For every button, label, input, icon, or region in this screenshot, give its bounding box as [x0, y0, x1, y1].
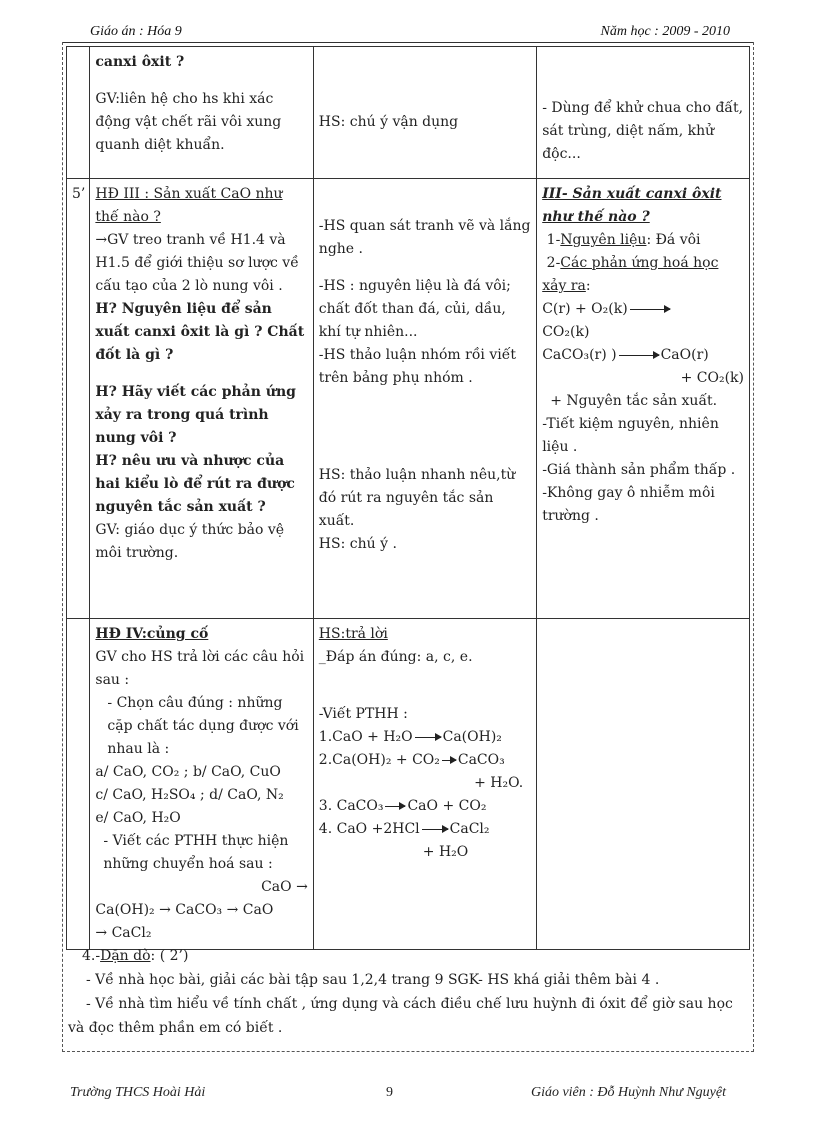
student-text: _Đáp án đúng: a, c, e. — [318, 649, 473, 665]
student-text: HS: chú ý . — [318, 536, 397, 552]
activity-title: HĐ III : Sản xuất CaO như thế nào ? — [95, 186, 283, 225]
reactants: C(r) + O₂(k) — [542, 301, 628, 317]
teacher-text: GV: giáo dục ý thức bảo vệ môi trường. — [95, 522, 285, 561]
student-text: -Viết PTHH : — [318, 706, 408, 722]
teacher-text: - Chọn câu đúng : những cặp chất tác dụng được với nhau là : — [107, 695, 299, 757]
table-row — [67, 47, 750, 179]
equation-left: 1.CaO + H₂O — [318, 729, 413, 745]
answer-option: a/ CaO, CO₂ ; b/ CaO, CuO — [95, 764, 281, 780]
teacher-activity-cell — [90, 179, 313, 619]
footer-school: Trường THCS Hoài Hải — [70, 1085, 206, 1100]
item-label: Các phản ứng hoá học xảy ra — [542, 255, 719, 294]
equation-line: + H₂O — [422, 844, 469, 860]
time-cell — [67, 619, 90, 950]
content-cell — [537, 179, 750, 619]
equation-right: Ca(OH)₂ — [442, 729, 502, 745]
footer-teacher: Giáo viên : Đỗ Huỳnh Như Nguyệt — [530, 1085, 726, 1100]
content-item: -Giá thành sản phẩm thấp . — [542, 462, 736, 478]
content-cell — [537, 619, 750, 950]
equation-right: CaO + CO₂ — [407, 798, 487, 814]
homework-line: - Về nhà học bài, giải các bài tập sau 1,2,4 trang 9 SGK- HS khá giải thêm bài 4 . — [86, 972, 660, 988]
header-school-year: Năm học : 2009 - 2010 — [600, 24, 730, 39]
item-number: 1- — [546, 232, 561, 248]
content-item — [542, 229, 744, 252]
content-item: -Không gay ô nhiễm môi trường . — [542, 485, 715, 524]
teacher-activity-cell — [90, 47, 313, 179]
content-cell — [537, 47, 750, 179]
item-label: Nguyên liệu — [560, 232, 647, 248]
equation-line — [319, 818, 531, 841]
student-title: HS:trả lời — [318, 626, 388, 642]
teacher-text: - Viết các PTHH thực hiện những chuyển hoá sau : — [103, 833, 289, 872]
equation-left: 2.Ca(OH)₂ + CO₂ — [318, 752, 440, 768]
time-cell — [67, 47, 90, 179]
item-number: 2- — [546, 255, 561, 271]
student-activity-cell — [313, 47, 536, 179]
homework-line: - Về nhà tìm hiểu về tính chất , ứng dụng và cách điều chế lưu huỳnh đi óxit để giờ sau học và đọc thêm phần em có biết . — [68, 996, 733, 1036]
reaction-arrow-icon — [442, 760, 456, 761]
transformation-chain: Ca(OH)₂ → CaCO₃ → CaO — [95, 902, 274, 918]
products: CaO(r) — [660, 347, 709, 363]
reaction-arrow-icon — [385, 806, 405, 807]
equation-left: 4. CaO +2HCl — [318, 821, 420, 837]
teacher-text: GV cho HS trả lời các câu hỏi sau : — [95, 649, 305, 688]
equation-line: + H₂O. — [474, 775, 524, 791]
reaction-arrow-icon — [422, 829, 448, 830]
transformation-chain: CaO → — [261, 879, 308, 895]
student-text: HS: thảo luận nhanh nêu,từ đó rút ra nguyên tắc sản xuất. — [318, 467, 516, 529]
teacher-note: GV:liên hệ cho hs khi xác động vật chết rãi vôi xung quanh diệt khuẩn. — [95, 91, 282, 153]
table-row — [67, 619, 750, 950]
answer-option: e/ CaO, H₂O — [95, 810, 181, 826]
student-activity-cell — [313, 179, 536, 619]
teacher-question: H? Hãy viết các phản ứng xảy ra trong quá trình nung vôi ? — [95, 384, 296, 446]
reaction-line — [542, 298, 744, 321]
lesson-table — [66, 46, 750, 950]
equation-line — [319, 726, 531, 749]
reaction-arrow-icon — [619, 355, 659, 356]
reaction-arrow-icon — [630, 309, 670, 310]
page-number: 9 — [386, 1085, 393, 1100]
homework-number: 4.- — [82, 948, 101, 964]
answer-option: c/ CaO, H₂SO₄ ; d/ CaO, N₂ — [95, 787, 284, 803]
homework-section — [68, 944, 748, 1040]
transformation-chain: → CaCl₂ — [95, 925, 152, 941]
student-note: HS: chú ý vận dụng — [318, 114, 459, 130]
equation-line — [319, 749, 531, 772]
reaction-arrow-icon — [415, 737, 441, 738]
activity-title: HĐ IV:củng cố — [95, 626, 209, 642]
teacher-question: H? nêu ưu và nhược của hai kiểu lò để rút ra được nguyên tắc sản xuất ? — [95, 453, 295, 515]
reaction-line — [542, 344, 744, 367]
student-text: -HS : nguyên liệu là đá vôi; chất đốt than đá, củi, dầu, khí tự nhiên... — [318, 278, 511, 340]
header-subject: Giáo án : Hóa 9 — [90, 24, 182, 39]
content-item: -Tiết kiệm nguyên, nhiên liệu . — [542, 416, 719, 455]
teacher-text: →GV treo tranh về H1.4 và H1.5 để giới thiệu sơ lược về cấu tạo của 2 lò nung vôi . — [95, 232, 299, 294]
student-text: -HS quan sát tranh vẽ và lắng nghe . — [318, 218, 531, 257]
equation-right: CaCl₂ — [449, 821, 490, 837]
content-text: - Dùng để khử chua cho đất, sát trùng, diệt nấm, khử độc... — [542, 100, 744, 162]
reactants: CaCO₃(r) ) — [542, 347, 617, 363]
time-value: 5’ — [72, 186, 86, 202]
homework-label: Dặn dò — [100, 948, 151, 964]
equation-left: 3. CaCO₃ — [318, 798, 384, 814]
student-activity-cell — [313, 619, 536, 950]
time-cell — [67, 179, 90, 619]
teacher-question: H? Nguyên liệu để sản xuất canxi ôxit là gì ? Chất đốt là gì ? — [95, 301, 305, 363]
teacher-question: canxi ôxit ? — [95, 54, 185, 70]
table-row — [67, 179, 750, 619]
homework-title — [68, 944, 748, 968]
reaction-product: + CO₂(k) — [680, 370, 744, 386]
content-title: III- Sản xuất canxi ôxit như thế nào ? — [542, 186, 722, 225]
teacher-activity-cell — [90, 619, 313, 950]
equation-right: CaCO₃ — [457, 752, 505, 768]
equation-line — [319, 795, 531, 818]
homework-time: : ( 2’) — [150, 948, 189, 964]
content-item: + Nguyên tắc sản xuất. — [550, 393, 718, 409]
item-value: : — [585, 278, 591, 294]
item-value: : Đá vôi — [646, 232, 701, 248]
student-text: -HS thảo luận nhóm rồi viết trên bảng phụ nhóm . — [318, 347, 516, 386]
content-item — [542, 252, 744, 298]
reaction-product: CO₂(k) — [542, 324, 590, 340]
